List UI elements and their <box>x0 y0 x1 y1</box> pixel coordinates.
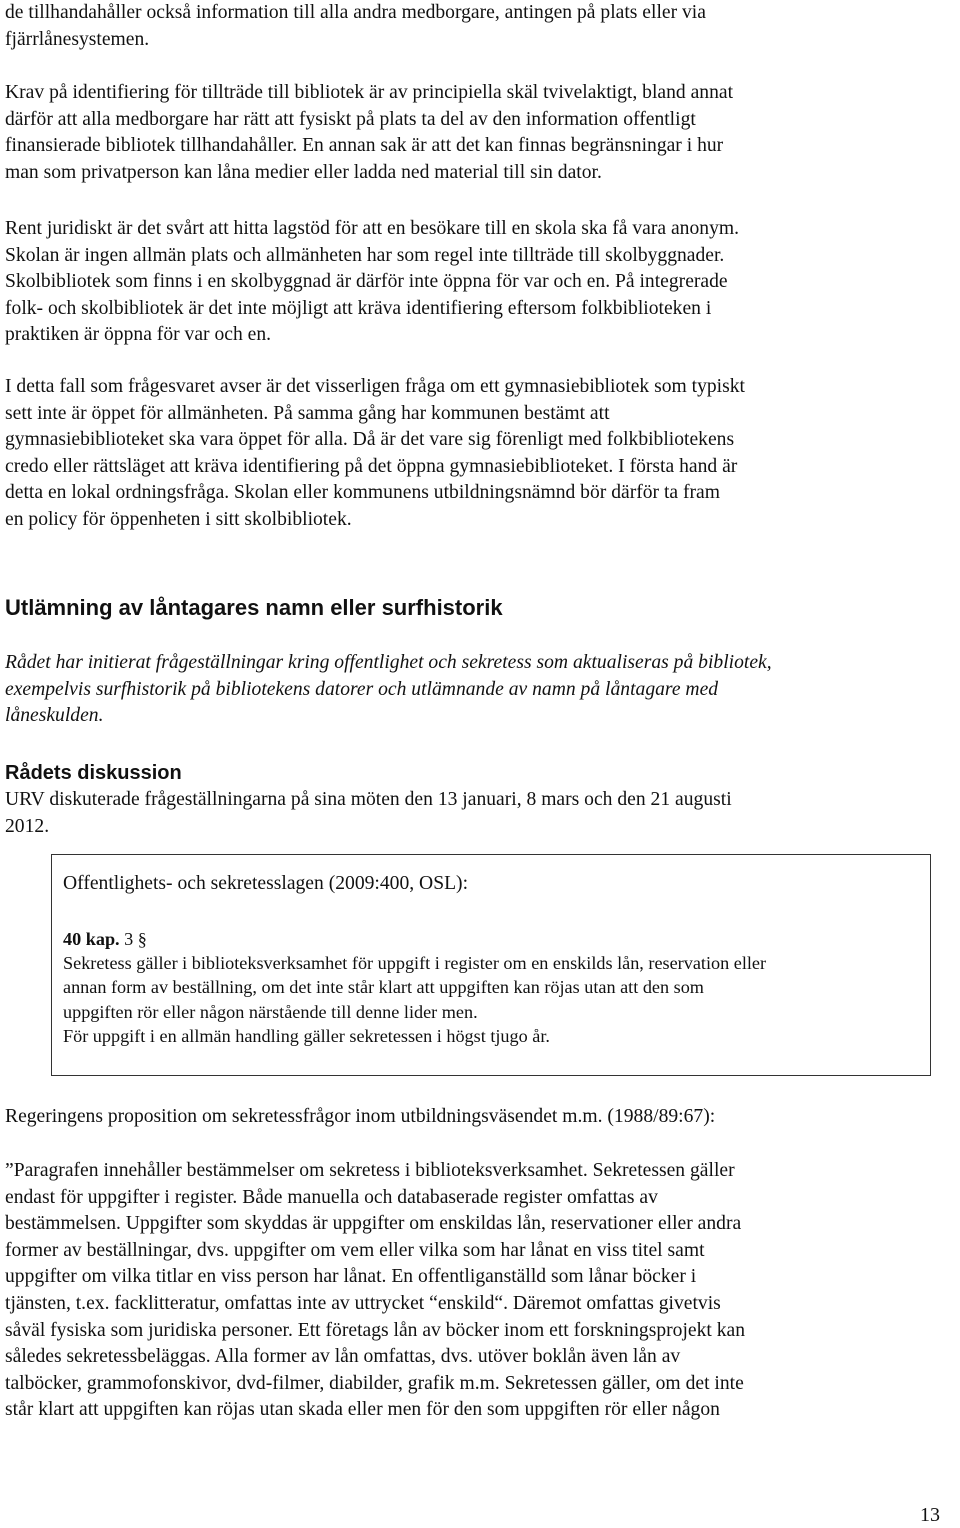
text-line: Sekretess gäller i biblioteksverksamhet för uppgift i register om en enskilds lån, reservation eller <box>63 953 767 973</box>
text-line: således sekretessbeläggas. Alla former av lån omfattas, dvs. utöver boklån även lån av <box>5 1346 681 1368</box>
law-chapter: 40 kap. <box>63 929 120 949</box>
text-line: uppgiften rör eller någon närstående till denne lider men. <box>63 1001 478 1022</box>
text-line: Skolan är ingen allmän plats och allmänheten har som regel inte tillträde till skolbyggnader. <box>5 244 725 266</box>
text-line: de tillhandahåller också information till alla andra medborgare, antingen på plats eller via <box>5 2 706 23</box>
text-line: låneskulden. <box>5 705 104 727</box>
text-line: Skolbibliotek som finns i en skolbyggnad är därför inte öppna för var och en. På integrerade <box>5 271 728 293</box>
text-line: I detta fall som frågesvaret avser är det visserligen fråga om ett gymnasiebibliotek som typiskt <box>5 376 745 397</box>
text-line: bestämmelsen. Uppgifter som skyddas är uppgifter om enskildas lån, reservationer eller andra <box>5 1213 742 1235</box>
paragraph-case <box>5 374 940 534</box>
law-quote-box <box>51 854 931 1076</box>
paragraph-discussion <box>5 787 940 840</box>
proposition-quote <box>5 1158 940 1424</box>
text-line: Rådet har initierat frågeställningar kring offentlighet och sekretess som aktualiseras på bibliotek, <box>5 652 772 673</box>
text-line: man som privatperson kan låna medier eller ladda ned material till sin dator. <box>5 161 602 183</box>
text-line: endast för uppgifter i register. Både manuella och databaserade register omfattas av <box>5 1186 658 1208</box>
law-text <box>63 951 923 1049</box>
text-line: uppgifter om vilka titlar en viss person har lånat. En offentliganställd som lånar böcker i <box>5 1266 697 1288</box>
text-line: detta en lokal ordningsfråga. Skolan eller kommunens utbildningsnämnd bör därför ta fram <box>5 482 720 504</box>
text-line: såväl fysiska som juridiska personer. Ett företags lån av böcker inom ett forskningsprojekt kan <box>5 1319 746 1341</box>
paragraph-legal <box>5 216 940 349</box>
text-line: står klart att uppgiften kan röjas utan skada eller men för den som uppgiften rör eller någon <box>5 1399 720 1421</box>
section-heading: Utlämning av låntagares namn eller surfhistorik <box>5 595 503 620</box>
page-number: 13 <box>920 1504 940 1526</box>
text-line: Rent juridiskt är det svårt att hitta lagstöd för att en besökare till en skola ska få vara anonym. <box>5 218 740 239</box>
text-line: gymnasiebiblioteket ska vara öppet för alla. Då är det vare sig förenligt med folkbibliotekens <box>5 429 735 451</box>
text-line: credo eller rättsläget att kräva identifiering på det öppna gymnasiebiblioteket. I första hand är <box>5 455 738 477</box>
text-line: sett inte är öppet för allmänheten. På samma gång har kommunen bestämt att <box>5 402 610 424</box>
text-line: därför att alla medborgare har rätt att fysiskt på plats ta del av den information offentligt <box>5 108 696 130</box>
text-line: ”Paragrafen innehåller bestämmelser om sekretess i biblioteksverksamhet. Sekretessen gäller <box>5 1160 735 1181</box>
text-line: tjänsten, t.ex. facklitteratur, omfattas inte av uttrycket “enskild“. Däremot omfattas givetvis <box>5 1292 721 1314</box>
text-line: Regeringens proposition om sekretessfrågor inom utbildningsväsendet m.m. (1988/89:67): <box>5 1106 716 1127</box>
text-line: Krav på identifiering för tillträde till bibliotek är av principiella skäl tvivelaktigt, bland annat <box>5 82 734 103</box>
text-line: talböcker, grammofonskivor, dvd-filmer, diabilder, grafik m.m. Sekretessen gäller, om det inte <box>5 1372 744 1394</box>
paragraph-intro-italic <box>5 650 940 730</box>
text-line: 2012. <box>5 815 50 837</box>
text-line: finansierade bibliotek tillhandahåller. En annan sak är att det kan finnas begränsningar i hur <box>5 135 724 157</box>
law-section-ref <box>63 927 147 951</box>
text-line: annan form av beställning, om det inte står klart att uppgiften kan röjas utan att den som <box>63 977 704 998</box>
subsection-heading: Rådets diskussion <box>5 762 182 784</box>
text-line: fjärrlånesystemen. <box>5 28 150 50</box>
text-line: exempelvis surfhistorik på bibliotekens datorer och utlämnande av namn på låntagare med <box>5 678 719 700</box>
text-line: en policy för öppenheten i sitt skolbibliotek. <box>5 508 352 530</box>
text-line: URV diskuterade frågeställningarna på sina möten den 13 januari, 8 mars och den 21 augusti <box>5 789 732 810</box>
text-line: För uppgift i en allmän handling gäller sekretessen i högst tjugo år. <box>63 1026 550 1047</box>
proposition-title <box>5 1104 940 1131</box>
law-section: 3 § <box>124 929 147 949</box>
text-line: former av beställningar, dvs. uppgifter om vem eller vilka som har lånat en viss titel samt <box>5 1239 705 1261</box>
law-title: Offentlighets- och sekretesslagen (2009:400, OSL): <box>63 873 469 894</box>
text-line: praktiken är öppna för var och en. <box>5 324 272 346</box>
paragraph-identification <box>5 80 940 186</box>
text-line: folk- och skolbibliotek är det inte möjligt att kräva identifiering eftersom folkbiblioteken i <box>5 297 712 319</box>
paragraph-intro-continuation <box>5 0 940 53</box>
